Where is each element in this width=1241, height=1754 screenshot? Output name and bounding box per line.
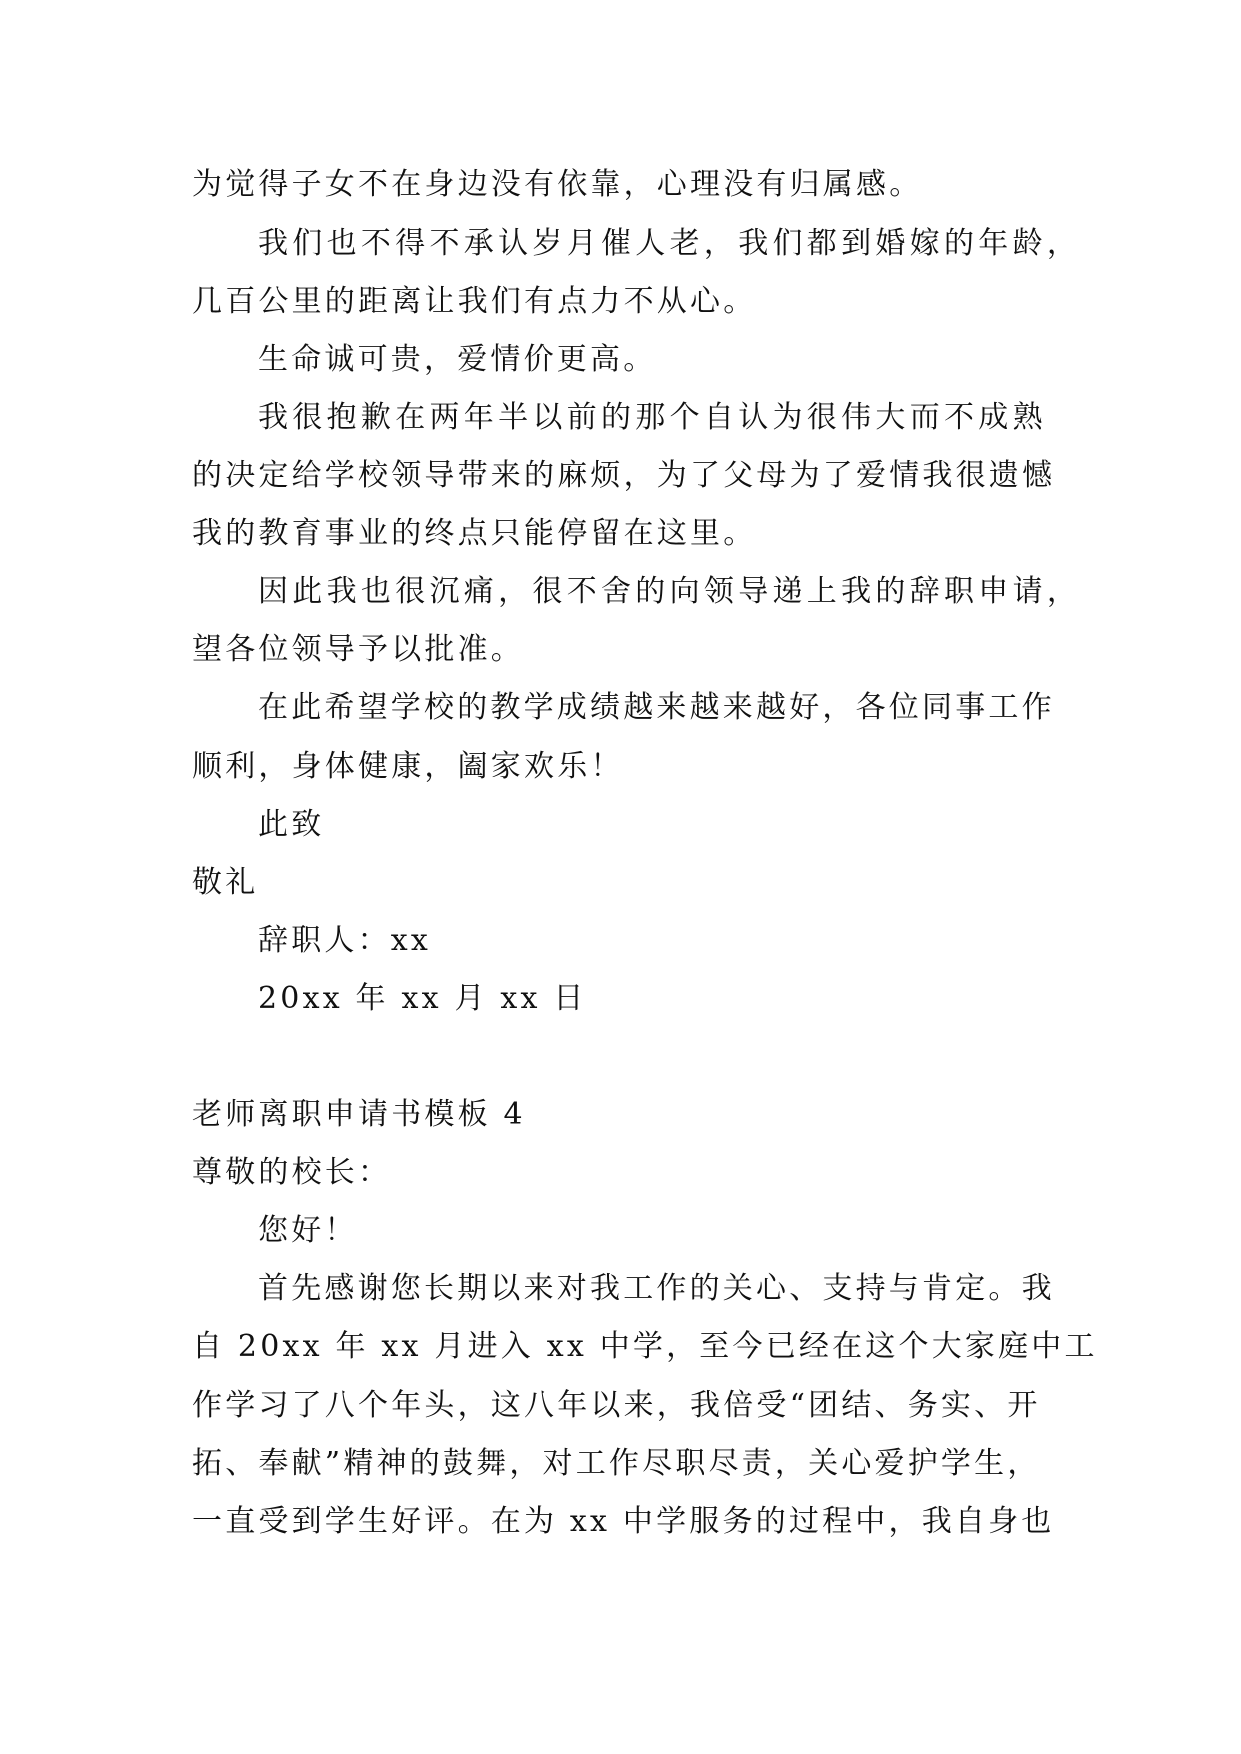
text-line: 因此我也很沉痛，很不舍的向领导递上我的辞职申请，: [258, 574, 1082, 609]
text-line: 我们也不得不承认岁月催人老，我们都到婚嫁的年龄，: [258, 226, 1082, 261]
text-line: 拓、奉献”精神的鼓舞，对工作尽职尽责，关心爱护学生，: [192, 1446, 1041, 1481]
text-line: 作学习了八个年头，这八年以来，我倍受“团结、务实、开: [192, 1388, 1041, 1423]
text-line: 为觉得子女不在身边没有依靠，心理没有归属感。: [192, 167, 923, 202]
text-line: 首先感谢您长期以来对我工作的关心、支持与肯定。我: [258, 1271, 1055, 1306]
signature: 辞职人：xx: [258, 923, 432, 958]
text-line: 在此希望学校的教学成绩越来越来越好，各位同事工作: [258, 690, 1055, 725]
closing-phrase: 此致: [258, 807, 325, 842]
text-line: 一直受到学生好评。在为 xx 中学服务的过程中，我自身也: [192, 1504, 1055, 1539]
text-line: 的决定给学校领导带来的麻烦，为了父母为了爱情我很遗憾: [192, 458, 1056, 493]
date: 20xx 年 xx 月 xx 日: [258, 981, 587, 1016]
section-title: 老师离职申请书模板 4: [192, 1097, 526, 1132]
text-line: 顺利，身体健康，阖家欢乐！: [192, 749, 624, 784]
greeting: 您好！: [258, 1213, 358, 1248]
closing-salutation: 敬礼: [192, 865, 259, 900]
text-line: 自 20xx 年 xx 月进入 xx 中学，至今已经在这个大家庭中工: [192, 1329, 1098, 1364]
text-line: 几百公里的距离让我们有点力不从心。: [192, 284, 757, 319]
salutation: 尊敬的校长：: [192, 1155, 392, 1190]
text-line: 我很抱歉在两年半以前的那个自认为很伟大而不成熟: [258, 400, 1047, 435]
text-line: 我的教育事业的终点只能停留在这里。: [192, 516, 757, 551]
text-line: 望各位领导予以批准。: [192, 632, 524, 667]
text-line: 生命诚可贵，爱情价更高。: [258, 342, 657, 377]
